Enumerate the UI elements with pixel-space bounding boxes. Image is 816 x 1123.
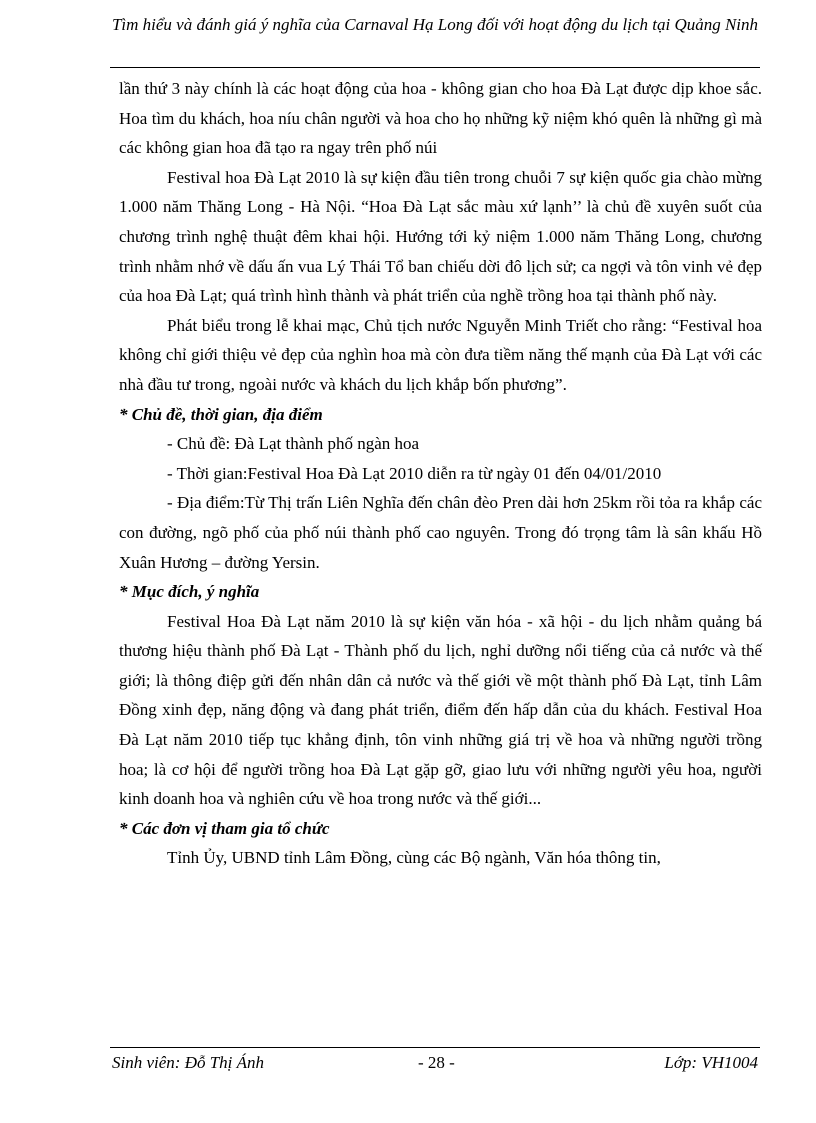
paragraph-2: Festival hoa Đà Lạt 2010 là sự kiện đầu tiên trong chuỗi 7 sự kiện quốc gia chào mừng 1.000 năm Thăng Long - Hà Nội. “Hoa Đà Lạt sắc màu xứ lạnh’’ là chủ đề xuyên suốt của chương trình nghệ thuật đêm khai hội. Hướng tới kỷ niệm 1.000 năm Thăng Long, chương trình nhằm nhớ về dấu ấn vua Lý Thái Tổ ban chiếu dời đô lịch sử; ca ngợi và tôn vinh vẻ đẹp của hoa Đà Lạt; quá trình hình thành và phát triển của nghề trồng hoa tại thành phố này. bbox=[119, 167, 762, 306]
list-item-theme: - Chủ đề: Đà Lạt thành phố ngàn hoa bbox=[167, 434, 420, 454]
running-footer bbox=[112, 1053, 758, 1077]
page-body bbox=[119, 74, 762, 873]
running-header: Tìm hiểu và đánh giá ý nghĩa của Carnaval Hạ Long đối với hoạt động du lịch tại Quảng Ninh bbox=[111, 15, 759, 34]
section-heading-purpose: * Mục đích, ý nghĩa bbox=[119, 582, 260, 602]
section-heading-organizers: * Các đơn vị tham gia tổ chức bbox=[119, 818, 330, 838]
paragraph-4: Festival Hoa Đà Lạt năm 2010 là sự kiện văn hóa - xã hội - du lịch nhằm quảng bá thương hiệu thành phố Đà Lạt - Thành phố du lịch, nghỉ dưỡng nổi tiếng của cả nước và thế giới; là thông điệp gửi đến nhân dân cả nước và thế giới về một thành phố Đà Lạt, tỉnh Lâm Đồng xinh đẹp, năng động và đang phát triển, điểm đến hấp dẫn của du khách. Festival Hoa Đà Lạt năm 2010 tiếp tục khẳng định, tôn vinh những giá trị về hoa và những người trồng hoa; là cơ hội để người trồng hoa Đà Lạt gặp gỡ, giao lưu với những người yêu hoa, người kinh doanh hoa và nghiên cứu về hoa trong nước và thế giới... bbox=[119, 611, 762, 809]
paragraph-1: lần thứ 3 này chính là các hoạt động của hoa - không gian cho hoa Đà Lạt được dịp khoe sắc. Hoa tìm du khách, hoa níu chân người và hoa cho họ những kỹ niệm khó quên là những gì mà các không gian hoa đã tạo ra ngay trên phố núi bbox=[119, 79, 762, 158]
footer-student: Sinh viên: Đỗ Thị Ánh bbox=[112, 1053, 265, 1072]
paragraph-3: Phát biểu trong lễ khai mạc, Chủ tịch nước Nguyễn Minh Triết cho rằng: “Festival hoa không chỉ giới thiệu vẻ đẹp của nghìn hoa mà còn đưa tiềm năng thế mạnh của Đà Lạt với các nhà đầu tư trong, ngoài nước và khách du lịch khắp bốn phương”. bbox=[119, 315, 762, 394]
page-number: - 28 - bbox=[418, 1053, 455, 1072]
header-divider bbox=[110, 67, 760, 68]
paragraph-5: Tỉnh Ủy, UBND tỉnh Lâm Đồng, cùng các Bộ ngành, Văn hóa thông tin, bbox=[167, 848, 661, 868]
footer-class: Lớp: VH1004 bbox=[664, 1053, 758, 1072]
list-item-place: - Địa điểm:Từ Thị trấn Liên Nghĩa đến chân đèo Pren dài hơn 25km rồi tỏa ra khắp các con đường, ngõ phố của phố núi thành phố cao nguyên. Trong đó trọng tâm là sân khấu Hồ Xuân Hương – đường Yersin. bbox=[119, 493, 762, 572]
list-item-time: - Thời gian:Festival Hoa Đà Lạt 2010 diễn ra từ ngày 01 đến 04/01/2010 bbox=[167, 463, 662, 483]
section-heading-theme-time-place: * Chủ đề, thời gian, địa điểm bbox=[119, 404, 323, 424]
footer-divider bbox=[110, 1047, 760, 1048]
